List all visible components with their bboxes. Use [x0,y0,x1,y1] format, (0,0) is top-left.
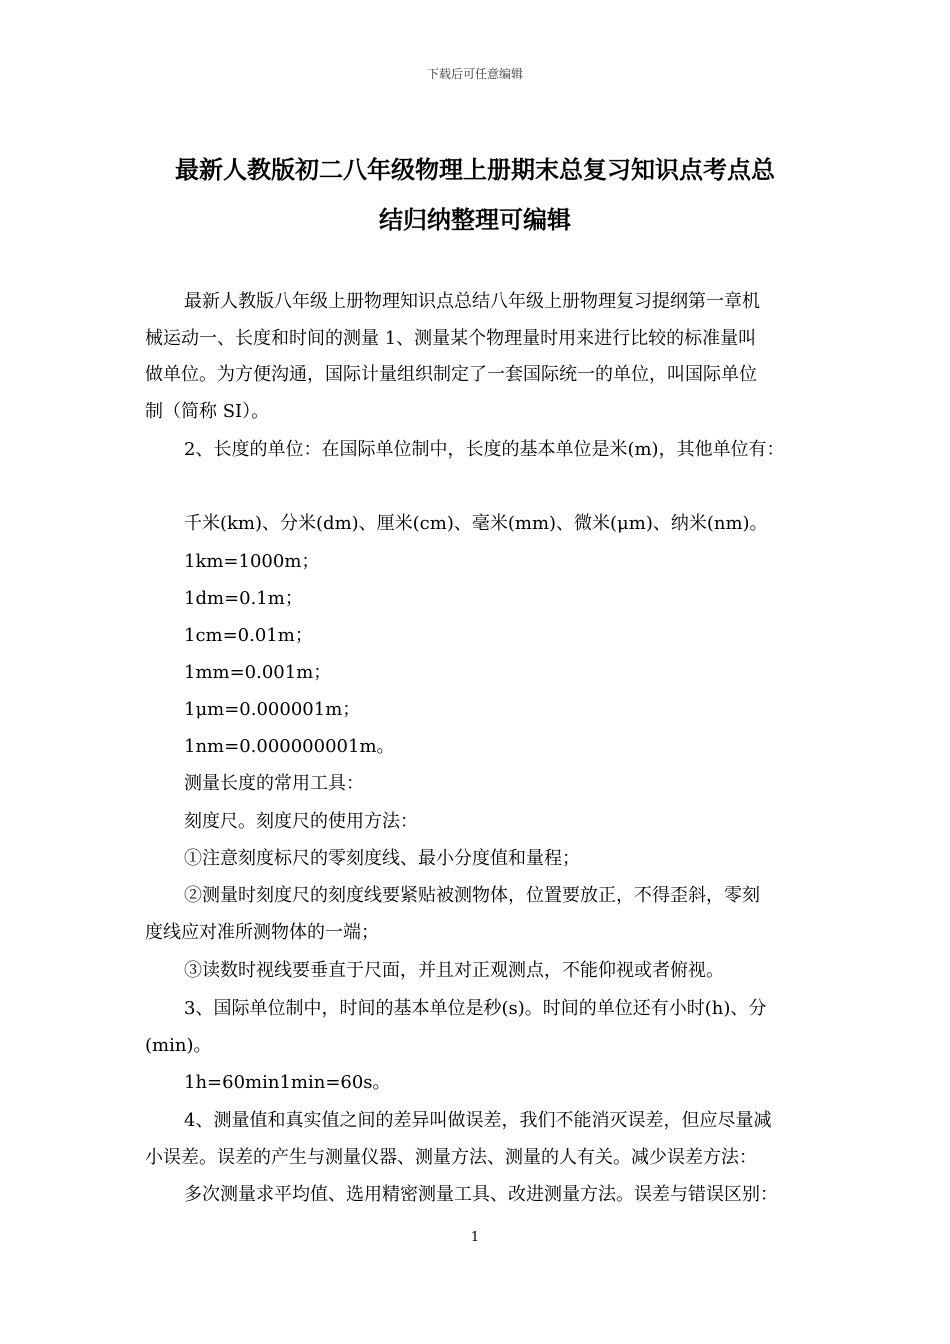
body-line: 1h=60min1min=60s。 [184,1072,391,1093]
header-note: 下载后可任意编辑 [426,67,523,81]
body-line: ③读数时视线要垂直于尺面，并且对正观测点，不能仰视或者俯视。 [184,960,724,981]
body-line: 3、国际单位制中，时间的基本单位是秒(s)。时间的单位还有小时(h)、分 [184,998,767,1019]
body-line: 4、测量值和真实值之间的差异叫做误差，我们不能消灭误差，但应尽量减 [184,1110,772,1131]
body-line: 制（简称 SI）。 [145,401,270,422]
body-line: 测量长度的常用工具： [184,773,364,794]
document-title-line-1: 最新人教版初二八年级物理上册期末总复习知识点考点总 [175,156,775,184]
body-line: 1km=1000m； [184,551,320,572]
body-line: 刻度尺。刻度尺的使用方法： [184,811,418,832]
body-line: 千米(km)、分米(dm)、厘米(cm)、毫米(mm)、微米(μm)、纳米(nm)。 [184,513,768,534]
body-line: 做单位。为方便沟通，国际计量组织制定了一套国际统一的单位，叫国际单位 [145,364,757,385]
body-line: ①注意刻度标尺的零刻度线、最小分度值和量程； [184,848,580,869]
body-line: 多次测量求平均值、选用精密测量工具、改进测量方法。误差与错误区别： [184,1184,778,1205]
body-line: (min)。 [145,1035,212,1056]
body-line: 1μm=0.000001m； [184,699,361,720]
body-line: 最新人教版八年级上册物理知识点总结八年级上册物理复习提纲第一章机 [184,291,760,312]
body-line: 度线应对准所测物体的一端； [145,922,379,943]
body-line: 1dm=0.1m； [184,588,303,609]
body-line: ②测量时刻度尺的刻度线要紧贴被测物体，位置要放正，不得歪斜，零刻 [184,885,760,906]
body-line: 2、长度的单位：在国际单位制中，长度的基本单位是米(m)，其他单位有： [184,439,785,460]
document-title-line-2: 结归纳整理可编辑 [379,206,571,234]
body-line: 1mm=0.001m； [184,662,332,683]
body-line: 小误差。误差的产生与测量仪器、测量方法、测量的人有关。减少误差方法： [145,1147,757,1168]
body-line: 械运动一、长度和时间的测量 1、测量某个物理量时用来进行比较的标准量叫 [145,328,757,349]
page-number: 1 [470,1230,480,1245]
body-line: 1nm=0.000000001m。 [184,736,395,757]
body-line: 1cm=0.01m； [184,625,313,646]
